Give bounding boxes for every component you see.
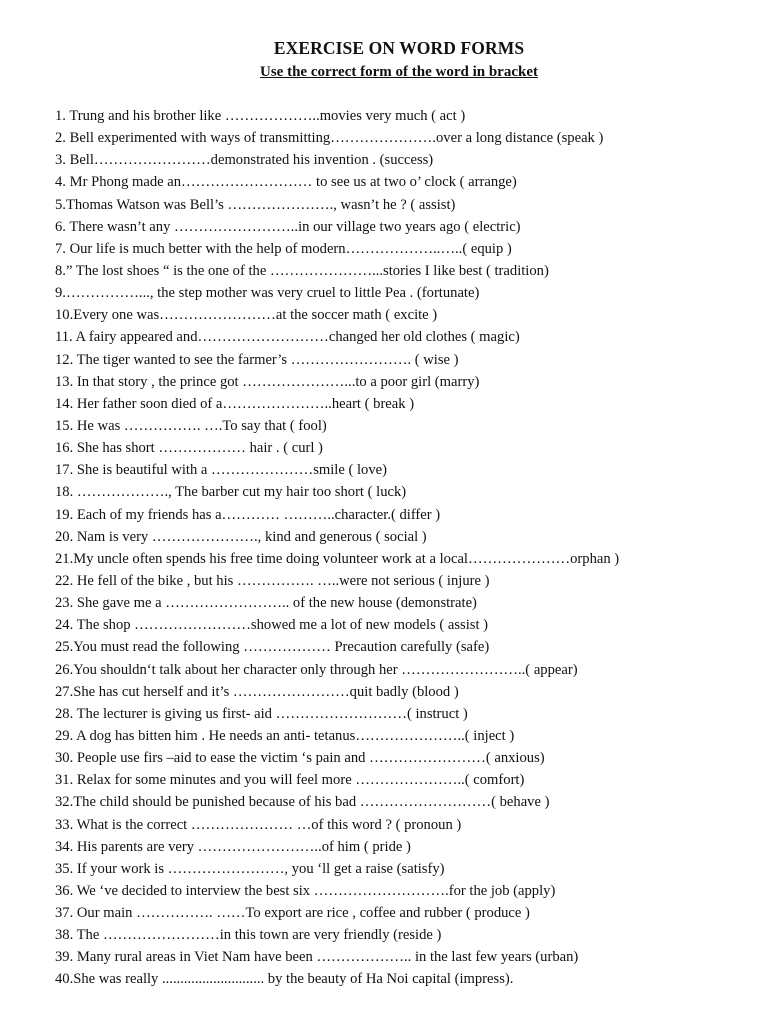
worksheet-title: EXERCISE ON WORD FORMS — [273, 38, 525, 58]
question-item: 31. Relax for some minutes and you will feel more …………………..( comfort) — [55, 772, 525, 789]
question-item: 6. There wasn’t any ……………………..in our village two years ago ( electric) — [55, 218, 521, 235]
question-item: 25.You must read the following ……………… Precaution carefully (safe) — [55, 639, 490, 656]
question-item: 10.Every one was……………………at the soccer math ( excite ) — [55, 307, 438, 324]
worksheet-subtitle: Use the correct form of the word in bracket — [260, 64, 538, 80]
question-item: 9.……………..., the step mother was very cruel to little Pea . (fortunate) — [55, 285, 480, 302]
question-item: 26.You shouldn‘t talk about her character only through her ……………………..( appear) — [55, 661, 578, 678]
question-item: 5.Thomas Watson was Bell’s …………………., wasn’t he ? ( assist) — [55, 196, 456, 213]
question-item: 20. Nam is very …………………., kind and generous ( social ) — [55, 528, 427, 545]
question-item: 12. The tiger wanted to see the farmer’s ……………………. ( wise ) — [55, 351, 459, 368]
question-item: 30. People use firs –aid to ease the victim ‘s pain and ……………………( anxious) — [55, 750, 545, 767]
question-item: 33. What is the correct ………………… …of this word ? ( pronoun ) — [55, 816, 462, 833]
question-item: 4. Mr Phong made an……………………… to see us at two o’ clock ( arrange) — [55, 174, 517, 191]
question-item: 22. He fell of the bike , but his ……………. …..were not serious ( injure ) — [55, 572, 490, 589]
question-item: 17. She is beautiful with a …………………smile ( love) — [55, 462, 387, 479]
question-item: 37. Our main ……………. ……To export are rice , coffee and rubber ( produce ) — [55, 905, 530, 922]
question-item: 32.The child should be punished because of his bad ………………………( behave ) — [55, 794, 550, 811]
question-item: 28. The lecturer is giving us first- aid ………………………( instruct ) — [55, 705, 468, 722]
question-item: 7. Our life is much better with the help of modern………………..…..( equip ) — [55, 240, 512, 257]
question-item: 23. She gave me a …………………….. of the new house (demonstrate) — [55, 595, 477, 612]
question-item: 35. If your work is ……………………, you ‘ll get a raise (satisfy) — [55, 860, 445, 877]
question-item: 16. She has short ……………… hair . ( curl ) — [55, 440, 323, 457]
question-item: 36. We ‘ve decided to interview the best six ……………………….for the job (apply) — [55, 882, 556, 899]
question-item: 18. ………………., The barber cut my hair too short ( luck) — [55, 484, 407, 501]
question-item: 21.My uncle often spends his free time doing volunteer work at a local…………………orphan ) — [55, 550, 620, 567]
question-item: 24. The shop ……………………showed me a lot of new models ( assist ) — [55, 617, 489, 634]
question-item: 13. In that story , the prince got …………………...to a poor girl (marry) — [55, 373, 480, 390]
question-item: 27.She has cut herself and it’s ……………………quit badly (blood ) — [55, 683, 459, 700]
question-item: 8.” The lost shoes “ is the one of the …………………...stories I like best ( tradition) — [55, 262, 549, 279]
question-item: 3. Bell……………………demonstrated his invention . (success) — [55, 152, 434, 169]
question-item: 15. He was ……………. ….To say that ( fool) — [55, 417, 327, 434]
question-item: 1. Trung and his brother like ………………..movies very much ( act ) — [55, 108, 466, 124]
question-item: 29. A dog has bitten him . He needs an anti- tetanus…………………..( inject ) — [55, 727, 515, 744]
question-item: 38. The ……………………in this town are very friendly (reside ) — [55, 927, 442, 944]
question-item: 2. Bell experimented with ways of transmitting………………….over a long distance (speak ) — [55, 130, 604, 147]
question-item: 19. Each of my friends has a………… ………..character.( differ ) — [55, 506, 441, 523]
question-item: 40.She was really ............................ by the beauty of Ha Noi capital (impress). — [55, 971, 514, 988]
question-item: 39. Many rural areas in Viet Nam have been ……………….. in the last few years (urban) — [55, 949, 579, 966]
question-list — [55, 105, 755, 991]
question-item: 14. Her father soon died of a…………………..heart ( break ) — [55, 395, 415, 412]
question-item: 11. A fairy appeared and………………………changed her old clothes ( magic) — [55, 329, 520, 346]
question-item: 34. His parents are very ……………………..of him ( pride ) — [55, 838, 411, 855]
